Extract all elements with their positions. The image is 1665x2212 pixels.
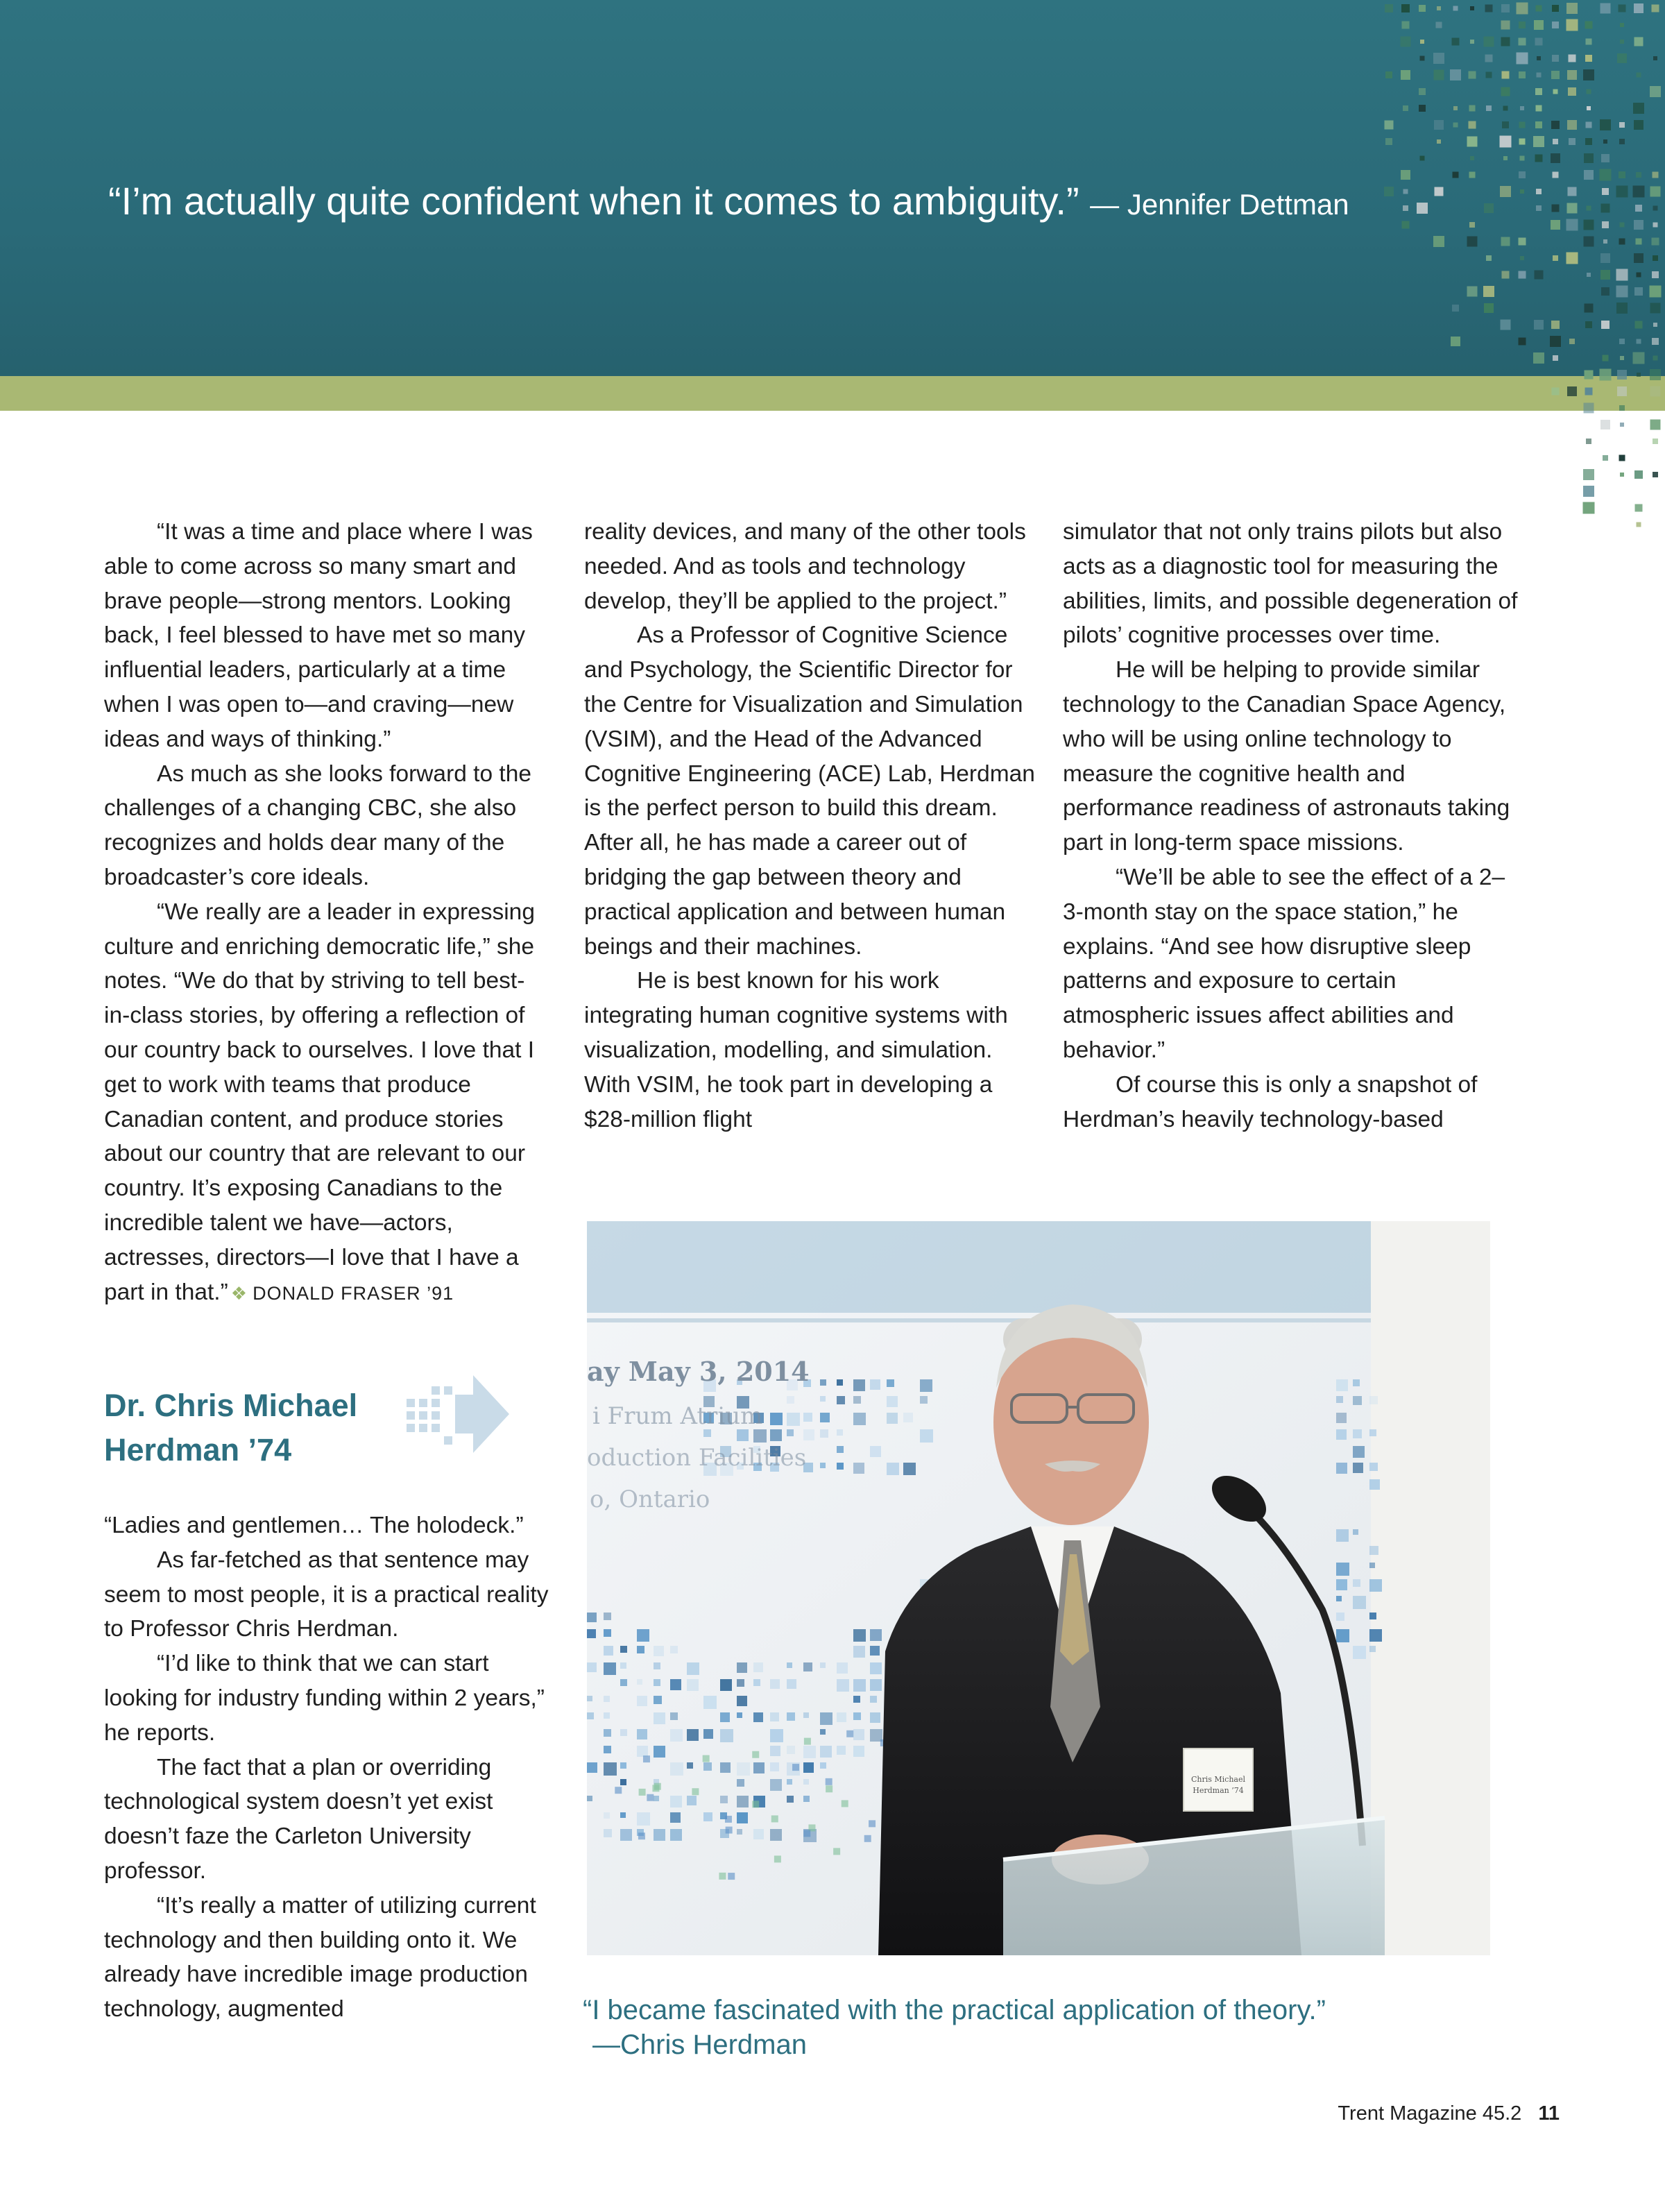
pull-quote-attribution: — Jennifer Dettman — [1090, 188, 1349, 221]
article-column-1-continued — [104, 1508, 555, 2027]
heading-line: Herdman ’74 — [104, 1432, 292, 1467]
paragraph: Of course this is only a snapshot of Herdman’s heavily technology-based — [1063, 1071, 1478, 1132]
screen-text: oduction Facilities — [587, 1444, 807, 1472]
section-heading — [104, 1384, 423, 1472]
badge-text: Chris Michael — [1190, 1775, 1246, 1784]
paragraph: “It’s really a matter of utilizing current technology and then building onto it. We already have incredible image production technology, augmented — [104, 1892, 536, 2023]
pull-quote-text: “I’m actually quite confident when it comes to ambiguity.” — [108, 179, 1079, 223]
caption-attribution: —Chris Herdman — [592, 2030, 807, 2060]
screen-text: ay May 3, 2014 — [587, 1356, 810, 1387]
paragraph: He will be helping to provide similar technology to the Canadian Space Agency, who will be using online technology to measure the cognitive health and performance readiness of astronauts taking part in long-term space missions. — [1063, 657, 1510, 856]
speaker-photo — [587, 1221, 1490, 1955]
article-column-3 — [1063, 515, 1521, 1137]
paragraph-text: “We really are a leader in expressing culture and enriching democratic life,” she notes. “We do that by striving to tell best-in-class stories, by offering a reflection of our country back to ourselves. I love that I get to work with teams that produce Canadian content, and produce stories about our country that are relevant to our country. It’s exposing Canadians to the incredible talent we have—actors, actresses, directors—I love that I have a part in that.” — [104, 899, 535, 1305]
caption-quote: “I became fascinated with the practical application of theory.” — [583, 1995, 1326, 2025]
heading-line: Dr. Chris Michael — [104, 1388, 358, 1423]
arrow-right-icon — [407, 1375, 509, 1453]
page-number: 11 — [1538, 2102, 1560, 2125]
page-footer — [1338, 2102, 1560, 2125]
screen-text: o, Ontario — [590, 1486, 710, 1513]
diamond-icon: ❖ — [230, 1282, 248, 1304]
paragraph: He is best known for his work integrating human cognitive systems with visualization, modelling, and simulation. With VSIM, he took part in developing a $28-million flight — [584, 968, 1008, 1132]
paragraph: reality devices, and many of the other tools needed. And as tools and technology develop, they’ll be applied to the project.” — [584, 519, 1026, 614]
paragraph: The fact that a plan or overriding technological system doesn’t yet exist doesn’t faze the Carleton University professor. — [104, 1754, 493, 1884]
paragraph: As a Professor of Cognitive Science and Psychology, the Scientific Director for the Centre for Visualization and Simulation (VSIM), and the Head of the Advanced Cognitive Engineering (ACE) Lab, Herdman is the perfect person to build this dream. After all, he has made a career out of bridging the gap between theory and practical application and between human beings and their machines. — [584, 622, 1035, 960]
paragraph: “I’d like to think that we can start looking for industry funding within 2 years,” he reports. — [104, 1651, 545, 1746]
screen-text: i Frum Atrium — [592, 1402, 763, 1430]
paragraph: “Ladies and gentlemen… The holodeck.” — [104, 1513, 524, 1538]
paragraph — [104, 895, 548, 1311]
paragraph: simulator that not only trains pilots but also acts as a diagnostic tool for measuring the abilities, limits, and possible degeneration of pilots’ cognitive processes over time. — [1063, 519, 1518, 649]
paragraph: As much as she looks forward to the challenges of a changing CBC, she also recognizes and holds dear many of the broadcaster’s core ideals. — [104, 760, 531, 890]
article-column-2 — [584, 515, 1042, 1137]
photo-caption — [583, 1993, 1485, 2062]
badge-text: Herdman ’74 — [1193, 1786, 1244, 1795]
publication-name: Trent Magazine 45.2 — [1338, 2102, 1522, 2125]
article-column-1 — [104, 515, 548, 1311]
paragraph: “It was a time and place where I was able to come across so many smart and brave people—strong mentors. Looking back, I feel blessed to have met so many influential leaders, particularly at a time when I was open to—and craving—new ideas and ways of thinking.” — [104, 519, 533, 752]
pull-quote-banner — [108, 173, 1426, 232]
paragraph: As far-fetched as that sentence may seem to most people, it is a practical reality to Professor Chris Herdman. — [104, 1547, 549, 1642]
paragraph: “We’ll be able to see the effect of a 2–3-month stay on the space station,” he explains. “And see how disruptive sleep patterns and exposure to certain atmospheric issues affect abilities and behavior.” — [1063, 864, 1505, 1063]
author-byline: DONALD FRASER ’91 — [253, 1282, 454, 1304]
